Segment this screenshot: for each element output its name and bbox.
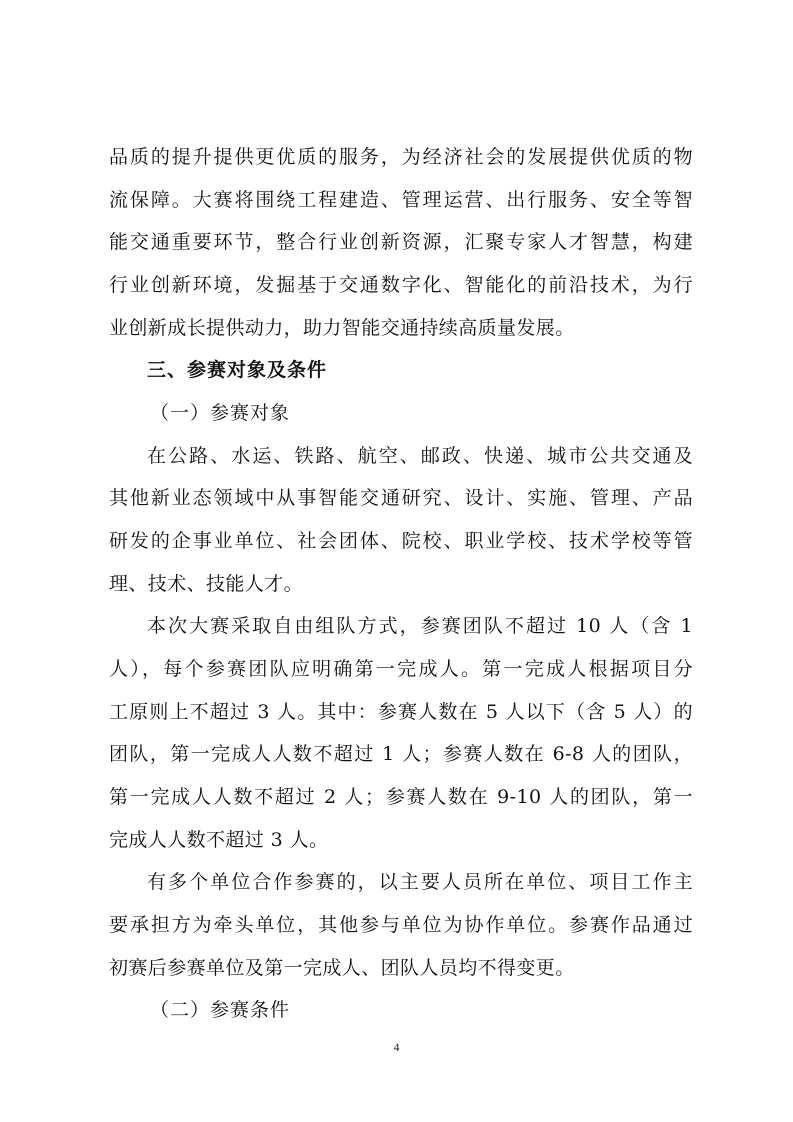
paragraph-3-line-5: 第一完成人人数不超过 2 人；参赛人数在 9-10 人的团队，第一: [109, 786, 693, 808]
paragraph-2-line-2: 其他新业态领域中从事智能交通研究、设计、实施、管理、产品: [109, 487, 693, 509]
paragraph-4-line-1: 有多个单位合作参赛的，以主要人员所在单位、项目工作主: [147, 871, 693, 893]
paragraph-3-line-4: 团队，第一完成人人数不超过 1 人；参赛人数在 6-8 人的团队，: [109, 743, 693, 765]
paragraph-2-line-1: 在公路、水运、铁路、航空、邮政、快递、城市公共交通及: [147, 445, 693, 467]
paragraph-1-line-2: 流保障。大赛将围绕工程建造、管理运营、出行服务、安全等智: [109, 189, 693, 211]
paragraph-4-line-3: 初赛后参赛单位及第一完成人、团队人员均不得变更。: [109, 957, 575, 979]
paragraph-2-line-3: 研发的企事业单位、社会团体、院校、职业学校、技术学校等管: [109, 530, 693, 552]
paragraph-3-line-2: 人），每个参赛团队应明确第一完成人。第一完成人根据项目分: [109, 658, 693, 680]
section-3-heading: 三、参赛对象及条件: [147, 359, 328, 381]
paragraph-1-line-3: 能交通重要环节，整合行业创新资源，汇聚专家人才智慧，构建: [109, 231, 693, 253]
paragraph-3-line-1: 本次大赛采取自由组队方式，参赛团队不超过 10 人（含 1: [147, 615, 693, 637]
subsection-2-heading: （二）参赛条件: [150, 999, 291, 1021]
paragraph-1-line-5: 业创新成长提供动力，助力智能交通持续高质量发展。: [109, 317, 575, 339]
paragraph-2-line-4: 理、技术、技能人才。: [109, 573, 304, 595]
paragraph-4-line-2: 要承担方为牵头单位，其他参与单位为协作单位。参赛作品通过: [109, 914, 693, 936]
paragraph-1-line-1: 品质的提升提供更优质的服务，为经济社会的发展提供优质的物: [109, 146, 693, 168]
paragraph-3-line-6: 完成人人数不超过 3 人。: [109, 829, 329, 851]
paragraph-3-line-3: 工原则上不超过 3 人。其中：参赛人数在 5 人以下（含 5 人）的: [109, 701, 693, 723]
subsection-1-heading: （一）参赛对象: [150, 402, 291, 424]
paragraph-1-line-4: 行业创新环境，发掘基于交通数字化、智能化的前沿技术，为行: [109, 274, 693, 296]
page-number: 4: [393, 1040, 400, 1054]
